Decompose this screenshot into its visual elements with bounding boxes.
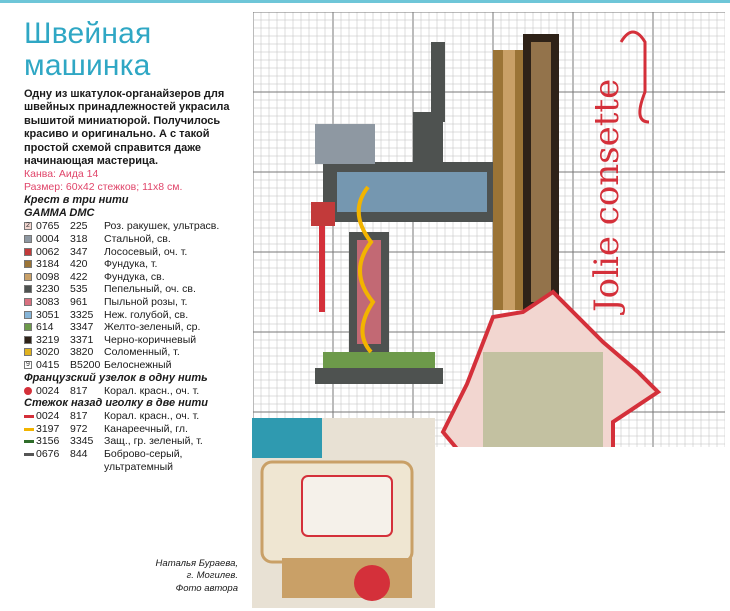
dmc-code: 225 [70, 220, 88, 233]
color-swatch [24, 323, 32, 331]
color-name: Корал. красн., оч. т. [104, 410, 200, 423]
color-swatch [24, 285, 32, 293]
dmc-code: 3345 [70, 435, 94, 448]
title-line-1: Швейная [24, 17, 152, 50]
cross-row [24, 220, 249, 233]
color-name: Пепельный, оч. св. [104, 283, 196, 296]
title-line-2: машинка [24, 49, 151, 82]
cross-row [24, 258, 249, 271]
backstitch-line [24, 428, 34, 431]
thread-spools-motif [493, 34, 559, 310]
dmc-code: 817 [70, 410, 88, 423]
color-name: Фундука, т. [104, 258, 158, 271]
gamma-code: 3156 [36, 435, 60, 448]
gamma-code: 3020 [36, 346, 60, 359]
color-name: Лососевый, оч. т. [104, 245, 188, 258]
dmc-code: 420 [70, 258, 88, 271]
gamma-code: 3197 [36, 422, 60, 435]
cross-header: GAMMA DMC [24, 207, 95, 220]
dmc-code: 535 [70, 283, 88, 296]
backstitch-line [24, 440, 34, 443]
gamma-code: 0676 [36, 447, 60, 460]
cross-stitch-chart [253, 12, 725, 447]
dmc-code: 3347 [70, 321, 94, 334]
color-swatch [24, 336, 32, 344]
back-row [24, 410, 249, 423]
dmc-code: 422 [70, 270, 88, 283]
credits [120, 558, 238, 595]
dmc-code: B5200 [70, 358, 101, 371]
machine-needle-block [311, 202, 335, 226]
dmc-code: 817 [70, 384, 88, 397]
color-swatch: 9 [24, 361, 32, 369]
color-swatch [24, 311, 32, 319]
gamma-code: 0004 [36, 233, 60, 246]
back-row [24, 448, 249, 473]
backstitch-legend-list [24, 410, 249, 473]
backstitch-title: Стежок назад иголку в две нити [24, 397, 209, 410]
color-name: Стальной, св. [104, 233, 171, 246]
canvas-info: Канва: Аида 14 [24, 168, 99, 181]
color-swatch [24, 298, 32, 306]
color-name: Фундука, св. [104, 270, 165, 283]
machine-base [315, 368, 443, 384]
color-name: Желто-зеленый, ср. [104, 321, 201, 334]
gamma-code: 3051 [36, 308, 60, 321]
spool-1-highlight [503, 50, 515, 310]
color-swatch [24, 348, 32, 356]
gamma-code: 0024 [36, 384, 60, 397]
credit-city: г. Могилев. [186, 570, 238, 582]
back-row [24, 423, 249, 436]
product-photo [252, 418, 435, 608]
color-name: Защ., гр. зеленый, т. [104, 435, 203, 448]
color-name: Белоснежный [104, 358, 172, 371]
page-title [24, 18, 249, 82]
dmc-code: 318 [70, 233, 88, 246]
cross-row [24, 296, 249, 309]
color-swatch [24, 235, 32, 243]
gamma-code: 0765 [36, 220, 60, 233]
cross-row [24, 309, 249, 322]
top-accent-line [0, 0, 730, 3]
credit-author: Наталья Бураева, [155, 558, 238, 569]
size-info: Размер: 60х42 стежков; 11х8 см. [24, 181, 183, 194]
dmc-code: 3820 [70, 346, 94, 359]
photo-thread-spools [252, 418, 322, 458]
dmc-code: 961 [70, 296, 88, 308]
photo-spool-red [354, 565, 390, 601]
cross-row [24, 283, 249, 296]
cross-title: Крест в три нити [24, 194, 129, 207]
intro-text: Одну из шкатулок-органайзеров для швейных принадлежностей украсила вышитой миниатюрой. Получилось красиво и оригинально. А с такой простой схемой справится даже начинающая мастерица. [24, 88, 230, 168]
left-column [24, 18, 249, 473]
cross-row [24, 271, 249, 284]
photo-box-side [282, 558, 412, 598]
color-name: Роз. ракушек, ультрасв. [104, 220, 220, 233]
gamma-code: 3184 [36, 258, 60, 271]
machine-head [315, 124, 375, 164]
color-name: Черно-коричневый [104, 333, 197, 346]
backstitch-line [24, 415, 34, 418]
gamma-code: 3083 [36, 296, 60, 308]
color-swatch [24, 260, 32, 268]
gamma-code: 0024 [36, 410, 60, 423]
color-name: Пыльной розы, т. [104, 296, 188, 308]
backstitch-line [24, 453, 34, 456]
french-knot-dot [24, 387, 32, 395]
color-name: Неж. голубой, св. [104, 308, 189, 321]
dmc-code: 3371 [70, 333, 94, 346]
color-name: Канареечный, гл. [104, 422, 188, 435]
dmc-code: 3325 [70, 308, 94, 321]
dmc-code: 347 [70, 245, 88, 258]
gamma-code: 0098 [36, 270, 60, 283]
color-swatch [24, 248, 32, 256]
gamma-code: 0415 [36, 358, 60, 371]
sewing-machine-motif [311, 42, 503, 384]
knot-legend-list [24, 385, 249, 398]
cross-row [24, 334, 249, 347]
tag-script-text: Jolie consette [587, 78, 627, 312]
cross-row [24, 359, 249, 372]
machine-handle [431, 42, 445, 122]
gamma-code: 3219 [36, 333, 60, 346]
color-name: Корал. красн., оч. т. [104, 384, 200, 397]
tag-ornament [483, 352, 603, 447]
cross-row [24, 233, 249, 246]
credit-photo: Фото автора [175, 582, 238, 594]
cross-row [24, 321, 249, 334]
gamma-code: 614 [36, 321, 54, 334]
dmc-code: 972 [70, 422, 88, 435]
machine-base-top [323, 352, 435, 368]
color-name: Соломенный, т. [104, 346, 180, 359]
gamma-code: 0062 [36, 245, 60, 258]
color-swatch: 2 [24, 222, 32, 230]
dmc-code: 844 [70, 447, 88, 460]
photo-embroidery [302, 476, 392, 536]
knot-row [24, 385, 249, 398]
spool-2-pattern [531, 42, 551, 302]
color-name: Боброво-серый, ультратемный [104, 447, 183, 473]
color-swatch [24, 273, 32, 281]
machine-needle [319, 222, 325, 312]
gamma-code: 3230 [36, 283, 60, 296]
knot-title: Французский узелок в одну нить [24, 371, 208, 384]
cross-row [24, 346, 249, 359]
cross-row [24, 246, 249, 259]
cross-legend-list [24, 220, 249, 371]
back-row [24, 435, 249, 448]
